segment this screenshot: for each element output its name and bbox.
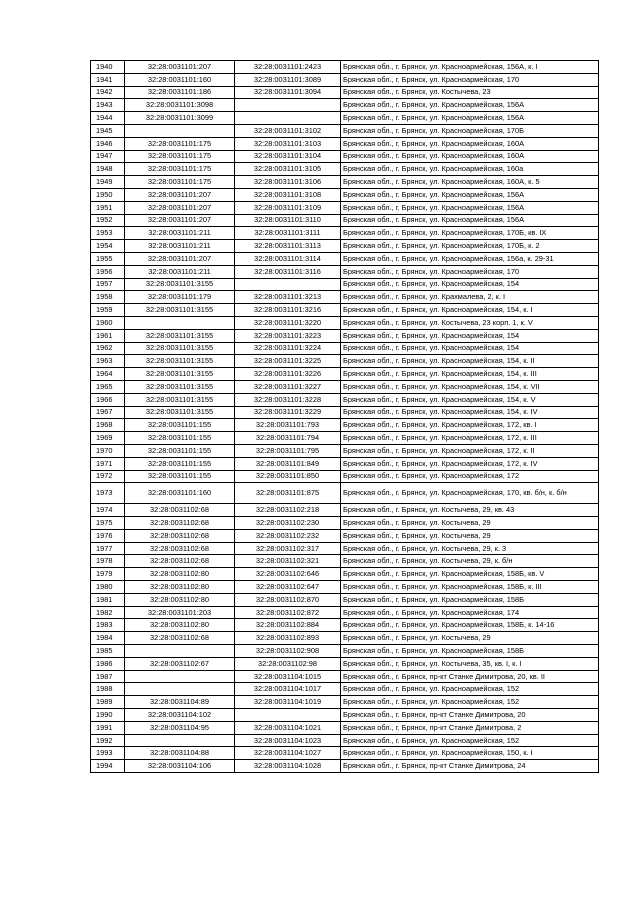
land-cadastral-number: [125, 645, 235, 658]
address: Брянская обл., г. Брянск, ул. Красноармейская, 170: [341, 73, 599, 86]
building-cadastral-number: 32:28:0031104:1021: [235, 721, 341, 734]
building-cadastral-number: 32:28:0031101:3225: [235, 355, 341, 368]
land-cadastral-number: [125, 683, 235, 696]
land-cadastral-number: 32:28:0031101:3155: [125, 393, 235, 406]
address: Брянская обл., г. Брянск, ул. Красноармейская, 154, к. VII: [341, 380, 599, 393]
address: Брянская обл., г. Брянск, ул. Красноармейская, 154, к. III: [341, 368, 599, 381]
land-cadastral-number: 32:28:0031101:3098: [125, 99, 235, 112]
row-number: 1948: [91, 163, 125, 176]
row-number: 1980: [91, 581, 125, 594]
building-cadastral-number: 32:28:0031101:875: [235, 483, 341, 504]
row-number: 1977: [91, 542, 125, 555]
table-row: [91, 86, 599, 99]
table-row: [91, 734, 599, 747]
row-number: 1967: [91, 406, 125, 419]
land-cadastral-number: 32:28:0031101:207: [125, 214, 235, 227]
table-row: [91, 316, 599, 329]
building-cadastral-number: 32:28:0031104:1015: [235, 670, 341, 683]
building-cadastral-number: 32:28:0031101:3226: [235, 368, 341, 381]
building-cadastral-number: 32:28:0031102:872: [235, 606, 341, 619]
table-row: [91, 73, 599, 86]
land-cadastral-number: 32:28:0031102:68: [125, 542, 235, 555]
row-number: 1975: [91, 517, 125, 530]
building-cadastral-number: [235, 112, 341, 125]
address: Брянская обл., г. Брянск, ул. Красноармейская, 170: [341, 265, 599, 278]
row-number: 1969: [91, 432, 125, 445]
row-number: 1985: [91, 645, 125, 658]
row-number: 1968: [91, 419, 125, 432]
table-row: [91, 721, 599, 734]
land-cadastral-number: 32:28:0031101:3099: [125, 112, 235, 125]
building-cadastral-number: 32:28:0031101:3106: [235, 176, 341, 189]
building-cadastral-number: 32:28:0031104:1023: [235, 734, 341, 747]
address: Брянская обл., г. Брянск, ул. Красноармейская, 156а, к. 29-31: [341, 252, 599, 265]
building-cadastral-number: 32:28:0031101:3089: [235, 73, 341, 86]
table-row: [91, 252, 599, 265]
land-cadastral-number: 32:28:0031101:3155: [125, 329, 235, 342]
row-number: 1958: [91, 291, 125, 304]
building-cadastral-number: 32:28:0031101:850: [235, 470, 341, 483]
address: Брянская обл., г. Брянск, ул. Костычева, 23: [341, 86, 599, 99]
building-cadastral-number: 32:28:0031101:3229: [235, 406, 341, 419]
building-cadastral-number: 32:28:0031101:3216: [235, 304, 341, 317]
land-cadastral-number: 32:28:0031101:155: [125, 444, 235, 457]
building-cadastral-number: 32:28:0031101:3102: [235, 124, 341, 137]
address: Брянская обл., г. Брянск, ул. Красноармейская, 154: [341, 342, 599, 355]
land-cadastral-number: 32:28:0031101:211: [125, 227, 235, 240]
table-row: [91, 137, 599, 150]
land-cadastral-number: [125, 316, 235, 329]
building-cadastral-number: 32:28:0031101:3103: [235, 137, 341, 150]
address: Брянская обл., г. Брянск, ул. Красноармейская, 170Б: [341, 124, 599, 137]
building-cadastral-number: 32:28:0031104:1019: [235, 696, 341, 709]
building-cadastral-number: [235, 709, 341, 722]
building-cadastral-number: 32:28:0031101:3110: [235, 214, 341, 227]
row-number: 1960: [91, 316, 125, 329]
table-row: [91, 227, 599, 240]
table-row: [91, 99, 599, 112]
land-cadastral-number: 32:28:0031101:3155: [125, 304, 235, 317]
land-cadastral-number: 32:28:0031104:95: [125, 721, 235, 734]
table-body: [91, 61, 599, 773]
land-cadastral-number: 32:28:0031101:155: [125, 419, 235, 432]
address: Брянская обл., г. Брянск, ул. Красноармейская, 154, к. I: [341, 304, 599, 317]
building-cadastral-number: [235, 278, 341, 291]
building-cadastral-number: 32:28:0031102:870: [235, 593, 341, 606]
address: Брянская обл., г. Брянск, ул. Красноармейская, 156А: [341, 188, 599, 201]
land-cadastral-number: 32:28:0031101:179: [125, 291, 235, 304]
land-cadastral-number: [125, 670, 235, 683]
address: Брянская обл., г. Брянск, ул. Красноармейская, 158Б, к. 14-16: [341, 619, 599, 632]
land-cadastral-number: 32:28:0031101:3155: [125, 342, 235, 355]
row-number: 1945: [91, 124, 125, 137]
row-number: 1952: [91, 214, 125, 227]
table-row: [91, 393, 599, 406]
table-row: [91, 368, 599, 381]
table-row: [91, 632, 599, 645]
building-cadastral-number: 32:28:0031101:3114: [235, 252, 341, 265]
building-cadastral-number: 32:28:0031101:2423: [235, 61, 341, 74]
table-row: [91, 432, 599, 445]
land-cadastral-number: 32:28:0031101:175: [125, 176, 235, 189]
building-cadastral-number: 32:28:0031101:794: [235, 432, 341, 445]
address: Брянская обл., г. Брянск, ул. Красноармейская, 172, к. II: [341, 444, 599, 457]
building-cadastral-number: 32:28:0031104:1017: [235, 683, 341, 696]
building-cadastral-number: 32:28:0031101:3223: [235, 329, 341, 342]
row-number: 1954: [91, 240, 125, 253]
land-cadastral-number: 32:28:0031101:211: [125, 265, 235, 278]
building-cadastral-number: 32:28:0031102:647: [235, 581, 341, 594]
row-number: 1947: [91, 150, 125, 163]
table-row: [91, 683, 599, 696]
address: Брянская обл., г. Брянск, ул. Красноармейская, 158Б, кв. V: [341, 568, 599, 581]
building-cadastral-number: 32:28:0031102:884: [235, 619, 341, 632]
address: Брянская обл., г. Брянск, ул. Красноармейская, 150, к. I: [341, 747, 599, 760]
row-number: 1957: [91, 278, 125, 291]
row-number: 1953: [91, 227, 125, 240]
row-number: 1941: [91, 73, 125, 86]
building-cadastral-number: 32:28:0031101:3105: [235, 163, 341, 176]
row-number: 1963: [91, 355, 125, 368]
table-row: [91, 380, 599, 393]
table-row: [91, 593, 599, 606]
land-cadastral-number: 32:28:0031101:186: [125, 86, 235, 99]
land-cadastral-number: 32:28:0031102:67: [125, 657, 235, 670]
cadastral-table: [90, 60, 599, 773]
land-cadastral-number: 32:28:0031104:102: [125, 709, 235, 722]
address: Брянская обл., г. Брянск, ул. Красноармейская, 156А: [341, 214, 599, 227]
building-cadastral-number: 32:28:0031102:230: [235, 517, 341, 530]
building-cadastral-number: 32:28:0031101:3213: [235, 291, 341, 304]
building-cadastral-number: 32:28:0031101:793: [235, 419, 341, 432]
address: Брянская обл., г. Брянск, ул. Красноармейская, 172, к. IV: [341, 457, 599, 470]
address: Брянская обл., г. Брянск, ул. Костычева, 29, кв. 43: [341, 504, 599, 517]
address: Брянская обл., г. Брянск, ул. Красноармейская, 156А, к. I: [341, 61, 599, 74]
table-row: [91, 470, 599, 483]
row-number: 1993: [91, 747, 125, 760]
building-cadastral-number: 32:28:0031101:3228: [235, 393, 341, 406]
row-number: 1989: [91, 696, 125, 709]
address: Брянская обл., г. Брянск, пр-кт Станке Димитрова, 2: [341, 721, 599, 734]
building-cadastral-number: 32:28:0031101:3094: [235, 86, 341, 99]
address: Брянская обл., г. Брянск, пр-кт Станке Димитрова, 20, кв. II: [341, 670, 599, 683]
land-cadastral-number: 32:28:0031101:175: [125, 163, 235, 176]
row-number: 1983: [91, 619, 125, 632]
land-cadastral-number: 32:28:0031102:80: [125, 593, 235, 606]
address: Брянская обл., г. Брянск, ул. Костычева, 29, к. 3: [341, 542, 599, 555]
row-number: 1988: [91, 683, 125, 696]
building-cadastral-number: 32:28:0031101:3227: [235, 380, 341, 393]
address: Брянская обл., г. Брянск, ул. Костычева, 29: [341, 517, 599, 530]
address: Брянская обл., г. Брянск, ул. Красноармейская, 154: [341, 329, 599, 342]
table-row: [91, 214, 599, 227]
building-cadastral-number: 32:28:0031101:3108: [235, 188, 341, 201]
table-row: [91, 278, 599, 291]
row-number: 1992: [91, 734, 125, 747]
table-row: [91, 304, 599, 317]
address: Брянская обл., г. Брянск, ул. Костычева, 29: [341, 632, 599, 645]
land-cadastral-number: [125, 734, 235, 747]
address: Брянская обл., г. Брянск, ул. Красноармейская, 170Б, кв. IX: [341, 227, 599, 240]
row-number: 1981: [91, 593, 125, 606]
row-number: 1942: [91, 86, 125, 99]
land-cadastral-number: 32:28:0031101:203: [125, 606, 235, 619]
row-number: 1973: [91, 483, 125, 504]
row-number: 1991: [91, 721, 125, 734]
building-cadastral-number: 32:28:0031102:321: [235, 555, 341, 568]
land-cadastral-number: 32:28:0031101:207: [125, 61, 235, 74]
row-number: 1946: [91, 137, 125, 150]
land-cadastral-number: [125, 124, 235, 137]
address: Брянская обл., г. Брянск, ул. Красноармейская, 172: [341, 470, 599, 483]
table-row: [91, 457, 599, 470]
address: Брянская обл., г. Брянск, ул. Красноармейская, 156А: [341, 201, 599, 214]
land-cadastral-number: 32:28:0031101:155: [125, 470, 235, 483]
land-cadastral-number: 32:28:0031101:3155: [125, 355, 235, 368]
building-cadastral-number: 32:28:0031101:3104: [235, 150, 341, 163]
row-number: 1956: [91, 265, 125, 278]
row-number: 1966: [91, 393, 125, 406]
land-cadastral-number: 32:28:0031102:80: [125, 619, 235, 632]
building-cadastral-number: 32:28:0031104:1028: [235, 760, 341, 773]
row-number: 1984: [91, 632, 125, 645]
row-number: 1982: [91, 606, 125, 619]
land-cadastral-number: 32:28:0031101:3155: [125, 380, 235, 393]
building-cadastral-number: 32:28:0031102:317: [235, 542, 341, 555]
row-number: 1962: [91, 342, 125, 355]
table-row: [91, 555, 599, 568]
row-number: 1978: [91, 555, 125, 568]
building-cadastral-number: 32:28:0031101:3113: [235, 240, 341, 253]
land-cadastral-number: 32:28:0031101:3155: [125, 278, 235, 291]
row-number: 1976: [91, 529, 125, 542]
land-cadastral-number: 32:28:0031101:3155: [125, 406, 235, 419]
land-cadastral-number: 32:28:0031101:207: [125, 188, 235, 201]
table-row: [91, 606, 599, 619]
address: Брянская обл., г. Брянск, ул. Красноармейская, 158Б, к. III: [341, 581, 599, 594]
land-cadastral-number: 32:28:0031101:155: [125, 432, 235, 445]
row-number: 1994: [91, 760, 125, 773]
address: Брянская обл., г. Брянск, ул. Красноармейская, 160а: [341, 163, 599, 176]
table-row: [91, 265, 599, 278]
building-cadastral-number: 32:28:0031101:3224: [235, 342, 341, 355]
table-row: [91, 747, 599, 760]
row-number: 1964: [91, 368, 125, 381]
building-cadastral-number: 32:28:0031101:3220: [235, 316, 341, 329]
address: Брянская обл., г. Брянск, ул. Красноармейская, 160А: [341, 150, 599, 163]
table-row: [91, 188, 599, 201]
building-cadastral-number: 32:28:0031101:3111: [235, 227, 341, 240]
building-cadastral-number: 32:28:0031102:218: [235, 504, 341, 517]
row-number: 1970: [91, 444, 125, 457]
row-number: 1979: [91, 568, 125, 581]
building-cadastral-number: 32:28:0031102:232: [235, 529, 341, 542]
address: Брянская обл., г. Брянск, пр-кт Станке Димитрова, 20: [341, 709, 599, 722]
address: Брянская обл., г. Брянск, ул. Костычева, 29: [341, 529, 599, 542]
building-cadastral-number: 32:28:0031101:3116: [235, 265, 341, 278]
land-cadastral-number: 32:28:0031101:175: [125, 137, 235, 150]
building-cadastral-number: 32:28:0031102:908: [235, 645, 341, 658]
address: Брянская обл., г. Брянск, пр-кт Станке Димитрова, 24: [341, 760, 599, 773]
table-row: [91, 529, 599, 542]
row-number: 1944: [91, 112, 125, 125]
table-row: [91, 542, 599, 555]
table-row: [91, 406, 599, 419]
land-cadastral-number: 32:28:0031101:175: [125, 150, 235, 163]
land-cadastral-number: 32:28:0031101:207: [125, 252, 235, 265]
row-number: 1955: [91, 252, 125, 265]
table-row: [91, 568, 599, 581]
table-row: [91, 760, 599, 773]
address: Брянская обл., г. Брянск, ул. Красноармейская, 152: [341, 696, 599, 709]
table-row: [91, 517, 599, 530]
address: Брянская обл., г. Брянск, ул. Красноармейская, 156А: [341, 99, 599, 112]
table-row: [91, 124, 599, 137]
building-cadastral-number: 32:28:0031101:849: [235, 457, 341, 470]
address: Брянская обл., г. Брянск, ул. Красноармейская, 154, к. V: [341, 393, 599, 406]
table-row: [91, 176, 599, 189]
table-row: [91, 419, 599, 432]
address: Брянская обл., г. Брянск, ул. Красноармейская, 152: [341, 683, 599, 696]
table-row: [91, 61, 599, 74]
land-cadastral-number: 32:28:0031104:89: [125, 696, 235, 709]
row-number: 1990: [91, 709, 125, 722]
address: Брянская обл., г. Брянск, ул. Красноармейская, 170Б, к. 2: [341, 240, 599, 253]
land-cadastral-number: 32:28:0031102:68: [125, 555, 235, 568]
table-row: [91, 670, 599, 683]
table-row: [91, 709, 599, 722]
row-number: 1986: [91, 657, 125, 670]
land-cadastral-number: 32:28:0031102:80: [125, 568, 235, 581]
address: Брянская обл., г. Брянск, ул. Костычева, 35, кв. I, к. I: [341, 657, 599, 670]
table-row: [91, 619, 599, 632]
building-cadastral-number: 32:28:0031102:646: [235, 568, 341, 581]
land-cadastral-number: 32:28:0031101:3155: [125, 368, 235, 381]
row-number: 1972: [91, 470, 125, 483]
row-number: 1965: [91, 380, 125, 393]
building-cadastral-number: 32:28:0031101:795: [235, 444, 341, 457]
address: Брянская обл., г. Брянск, ул. Красноармейская, 160А, к. 5: [341, 176, 599, 189]
table-row: [91, 645, 599, 658]
table-row: [91, 696, 599, 709]
building-cadastral-number: 32:28:0031104:1027: [235, 747, 341, 760]
table-row: [91, 342, 599, 355]
land-cadastral-number: 32:28:0031101:211: [125, 240, 235, 253]
row-number: 1961: [91, 329, 125, 342]
table-row: [91, 657, 599, 670]
table-row: [91, 504, 599, 517]
row-number: 1949: [91, 176, 125, 189]
row-number: 1943: [91, 99, 125, 112]
address: Брянская обл., г. Брянск, ул. Красноармейская, 172, кв. I: [341, 419, 599, 432]
table-row: [91, 444, 599, 457]
address: Брянская обл., г. Брянск, ул. Красноармейская, 152: [341, 734, 599, 747]
address: Брянская обл., г. Брянск, ул. Костычева, 23 корп. 1, к. V: [341, 316, 599, 329]
row-number: 1987: [91, 670, 125, 683]
address: Брянская обл., г. Брянск, ул. Красноармейская, 154: [341, 278, 599, 291]
address: Брянская обл., г. Брянск, ул. Красноармейская, 158Б: [341, 593, 599, 606]
address: Брянская обл., г. Брянск, ул. Красноармейская, 158Б: [341, 645, 599, 658]
row-number: 1940: [91, 61, 125, 74]
address: Брянская обл., г. Брянск, ул. Костычева, 29, к. б/н: [341, 555, 599, 568]
table-row: [91, 581, 599, 594]
address: Брянская обл., г. Брянск, ул. Красноармейская, 170, кв. б/н, к. б/н: [341, 483, 599, 504]
table-row: [91, 329, 599, 342]
building-cadastral-number: 32:28:0031102:98: [235, 657, 341, 670]
row-number: 1959: [91, 304, 125, 317]
table-row: [91, 355, 599, 368]
table-row: [91, 201, 599, 214]
address: Брянская обл., г. Брянск, ул. Красноармейская, 154, к. II: [341, 355, 599, 368]
address: Брянская обл., г. Брянск, ул. Красноармейская, 154, к. IV: [341, 406, 599, 419]
table-row: [91, 150, 599, 163]
land-cadastral-number: 32:28:0031101:155: [125, 457, 235, 470]
address: Брянская обл., г. Брянск, ул. Красноармейская, 160А: [341, 137, 599, 150]
land-cadastral-number: 32:28:0031102:68: [125, 632, 235, 645]
building-cadastral-number: 32:28:0031101:3109: [235, 201, 341, 214]
address: Брянская обл., г. Брянск, ул. Красноармейская, 172, к. III: [341, 432, 599, 445]
land-cadastral-number: 32:28:0031102:68: [125, 517, 235, 530]
address: Брянская обл., г. Брянск, ул. Красноармейская, 156А: [341, 112, 599, 125]
table-row: [91, 240, 599, 253]
land-cadastral-number: 32:28:0031102:80: [125, 581, 235, 594]
land-cadastral-number: 32:28:0031102:68: [125, 529, 235, 542]
table-row: [91, 112, 599, 125]
table-row: [91, 291, 599, 304]
address: Брянская обл., г. Брянск, ул. Крахмалева, 2, к. I: [341, 291, 599, 304]
land-cadastral-number: 32:28:0031104:106: [125, 760, 235, 773]
address: Брянская обл., г. Брянск, ул. Красноармейская, 174: [341, 606, 599, 619]
land-cadastral-number: 32:28:0031104:88: [125, 747, 235, 760]
table-row: [91, 163, 599, 176]
land-cadastral-number: 32:28:0031101:207: [125, 201, 235, 214]
row-number: 1971: [91, 457, 125, 470]
land-cadastral-number: 32:28:0031102:68: [125, 504, 235, 517]
row-number: 1951: [91, 201, 125, 214]
land-cadastral-number: 32:28:0031101:160: [125, 73, 235, 86]
building-cadastral-number: 32:28:0031102:893: [235, 632, 341, 645]
row-number: 1950: [91, 188, 125, 201]
building-cadastral-number: [235, 99, 341, 112]
land-cadastral-number: 32:28:0031101:160: [125, 483, 235, 504]
table-row: [91, 483, 599, 504]
row-number: 1974: [91, 504, 125, 517]
